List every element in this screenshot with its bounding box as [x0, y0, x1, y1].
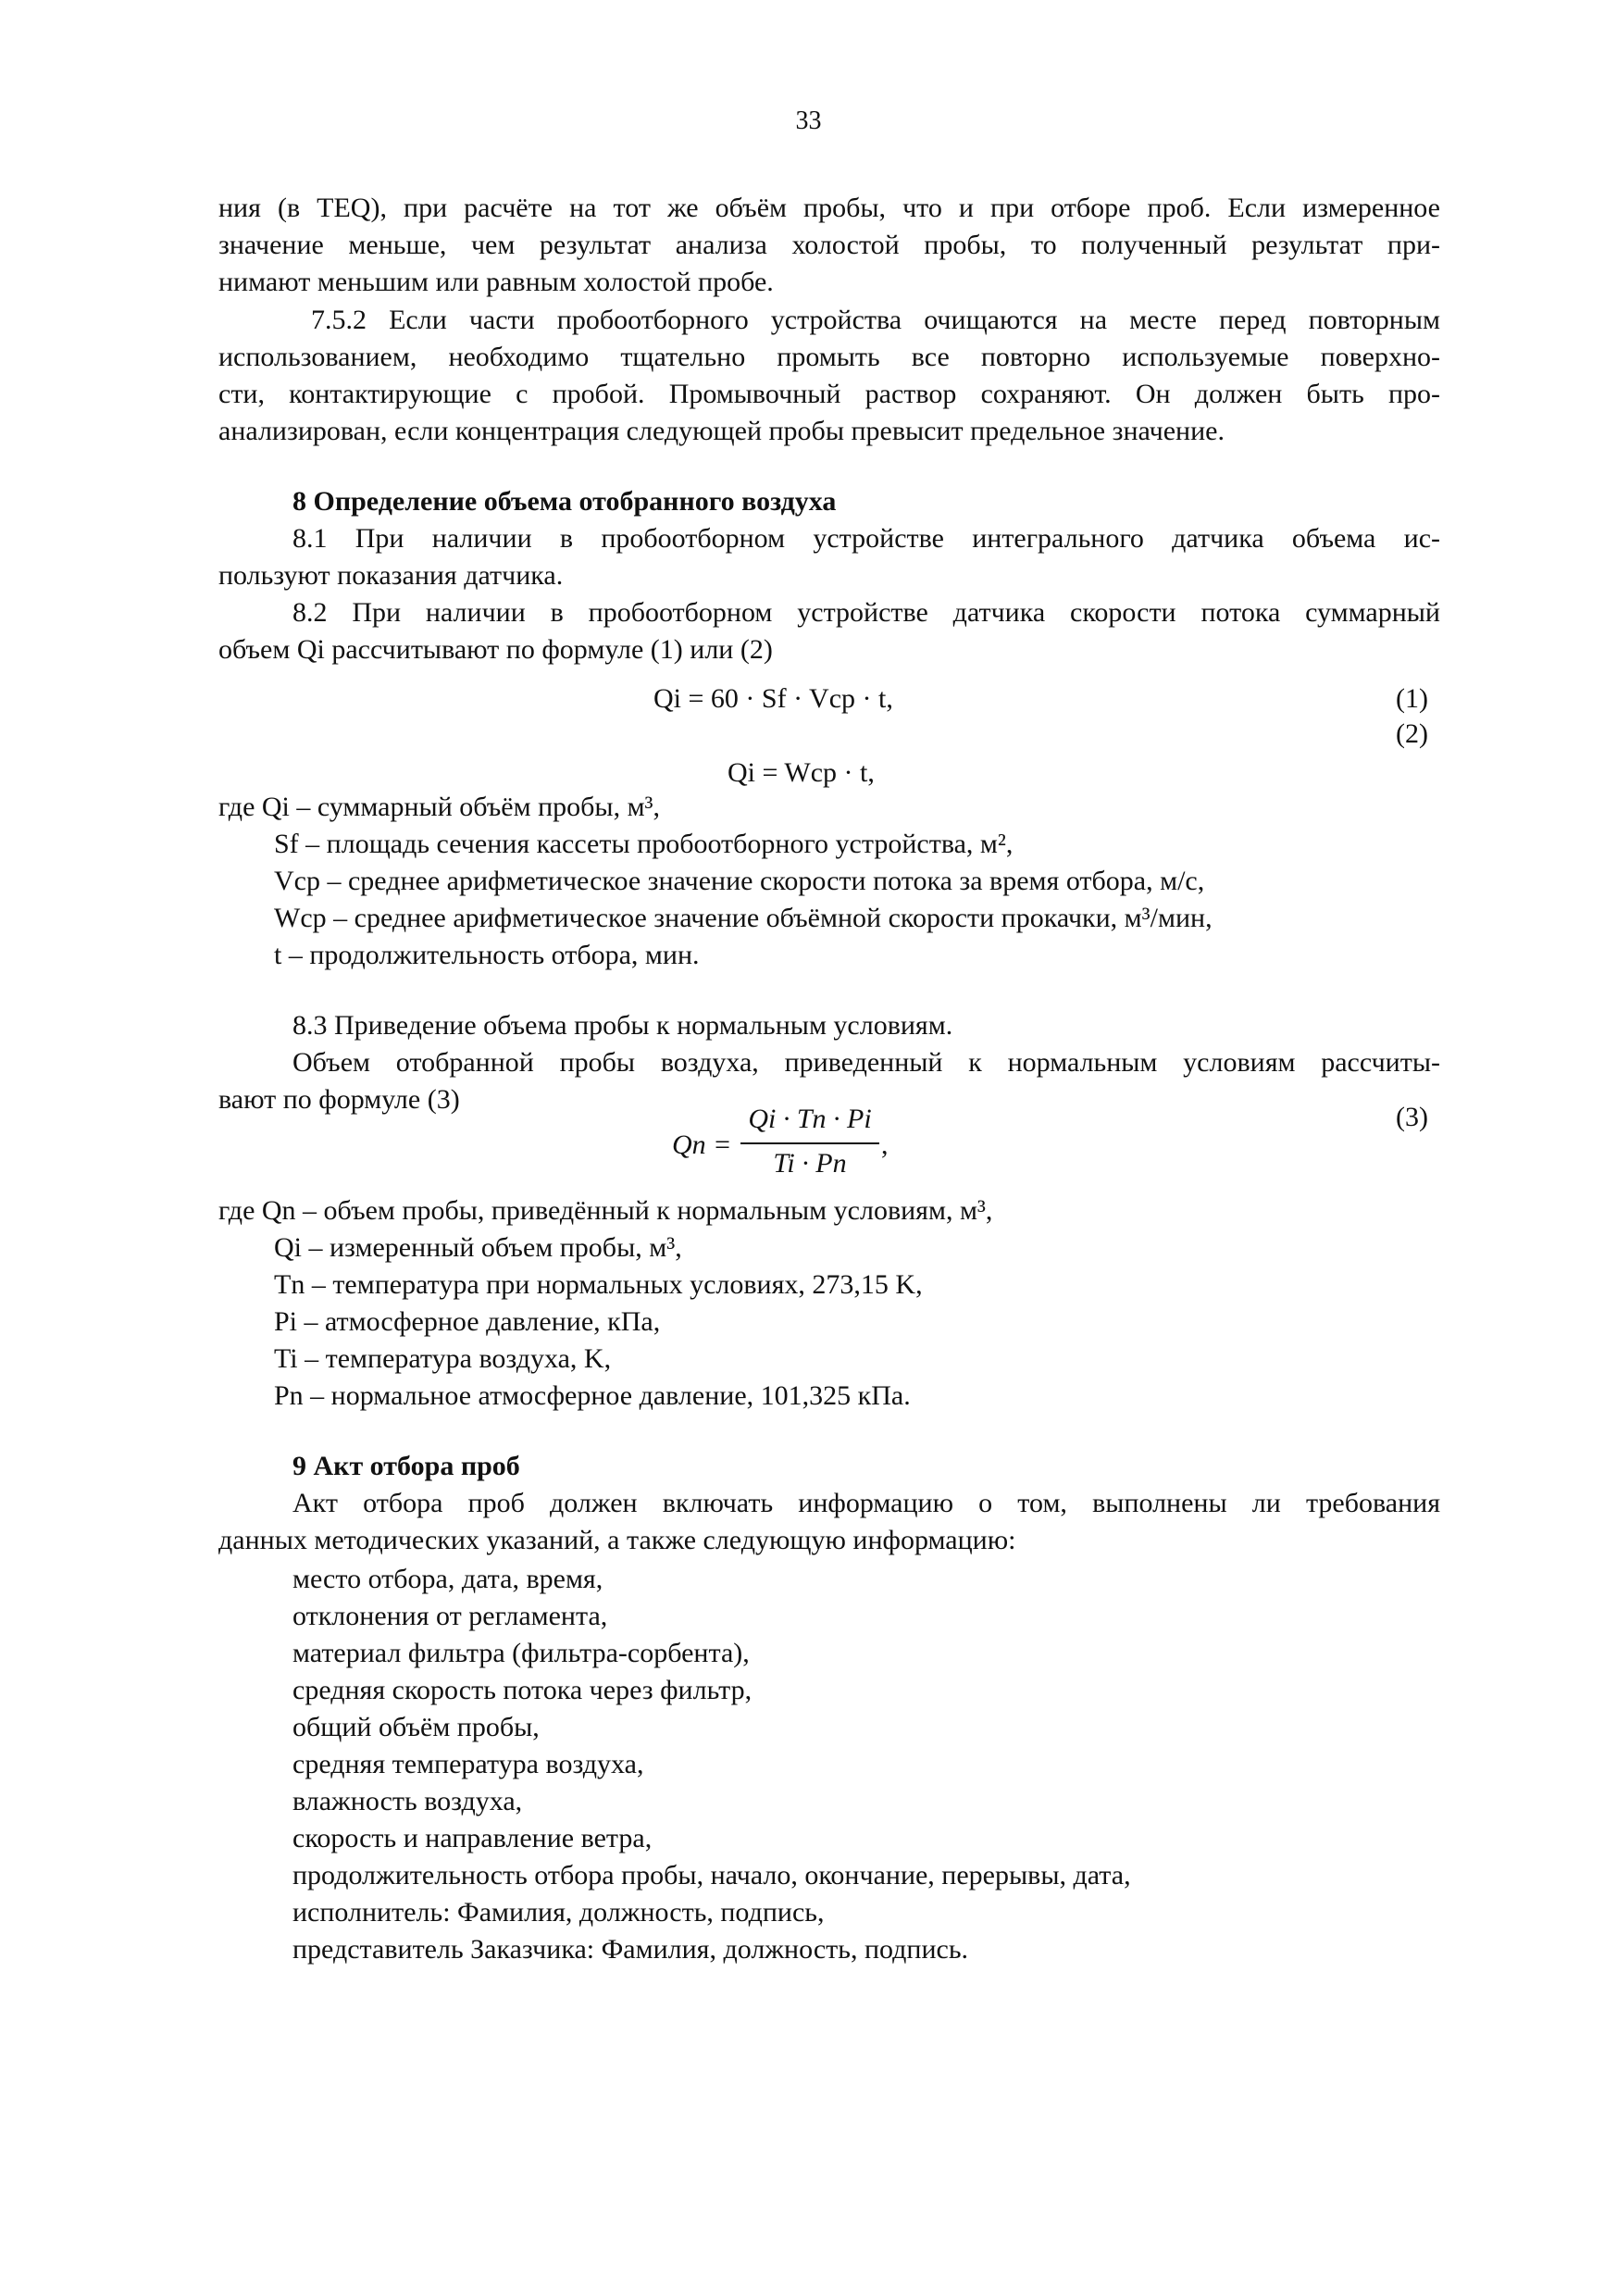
definition-line: Sf – площадь сечения кассеты пробоотборного устройства, м²,: [274, 829, 1014, 859]
list-item: представитель Заказчика: Фамилия, должность, подпись.: [292, 1934, 969, 1965]
paragraph-line: Акт отбора проб должен включать информацию о том, выполнены ли требования: [292, 1488, 1440, 1518]
formula-3-comma: ,: [881, 1129, 889, 1160]
paragraph-line: значение меньше, чем результат анализа холостой пробы, то полученный результат при-: [218, 230, 1440, 260]
definition-line: Pi – атмосферное давление, кПа,: [274, 1306, 661, 1337]
list-item: место отбора, дата, время,: [292, 1564, 603, 1594]
page-number: 33: [795, 106, 822, 135]
paragraph-line: сти, контактирующие с пробой. Промывочный раствор сохраняют. Он должен быть про-: [218, 379, 1440, 409]
paragraph-line: анализирован, если концентрация следующей пробы превысит предельное значение.: [218, 416, 1225, 446]
paragraph-line: ния (в TEQ), при расчёте на тот же объём пробы, что и при отборе проб. Если измеренное: [218, 193, 1440, 223]
list-item: скорость и направление ветра,: [292, 1823, 653, 1853]
equation-number-3: (3): [1396, 1102, 1428, 1132]
definition-line: Ti – температура воздуха, K,: [274, 1343, 612, 1374]
section-heading: 8 Определение объема отобранного воздуха: [292, 486, 837, 517]
paragraph-line: объем Qi рассчитывают по формуле (1) или (2): [218, 634, 773, 665]
list-item: средняя скорость потока через фильтр,: [292, 1675, 753, 1705]
definition-line: Pn – нормальное атмосферное давление, 101,325 кПа.: [274, 1380, 911, 1411]
formula-1: Qi = 60 · Sf · Vср · t,: [653, 683, 893, 714]
formula-3-denominator: Ti · Pn: [773, 1148, 847, 1179]
definition-line: Qi – измеренный объем пробы, м³,: [274, 1232, 682, 1263]
list-item: общий объём пробы,: [292, 1712, 540, 1742]
paragraph-line: использованием, необходимо тщательно промыть все повторно используемые поверхно-: [218, 342, 1440, 372]
paragraph-line: нимают меньшим или равным холостой пробе.: [218, 267, 774, 297]
section-heading: 9 Акт отбора проб: [292, 1451, 520, 1481]
paragraph-line: Объем отобранной пробы воздуха, приведенный к нормальным условиям рассчиты-: [292, 1047, 1440, 1078]
list-item: продолжительность отбора пробы, начало, окончание, перерывы, дата,: [292, 1860, 1131, 1890]
definition-line: Tn – температура при нормальных условиях, 273,15 K,: [274, 1269, 923, 1300]
definition-line: Wср – среднее арифметическое значение объёмной скорости прокачки, м³/мин,: [274, 903, 1213, 933]
paragraph-line: вают по формуле (3): [218, 1084, 460, 1115]
formula-3-numerator: Qi · Tn · Pi: [748, 1104, 872, 1134]
formula-3-lhs: Qn =: [672, 1129, 732, 1160]
list-item: средняя температура воздуха,: [292, 1749, 644, 1779]
definition-line: t – продолжительность отбора, мин.: [274, 940, 700, 970]
paragraph-line: данных методических указаний, а также следующую информацию:: [218, 1525, 1016, 1555]
paragraph-line: пользуют показания датчика.: [218, 560, 564, 591]
equation-number-1: (1): [1396, 683, 1428, 714]
paragraph-line: 8.2 При наличии в пробоотборном устройстве датчика скорости потока суммарный: [292, 597, 1440, 628]
list-item: влажность воздуха,: [292, 1786, 523, 1816]
paragraph-line: 8.1 При наличии в пробоотборном устройстве интегрального датчика объема ис-: [292, 523, 1440, 554]
formula-2: Qi = Wср · t,: [728, 757, 875, 788]
equation-number-2: (2): [1396, 718, 1428, 749]
fraction-bar: [740, 1142, 879, 1144]
list-item: отклонения от регламента,: [292, 1601, 608, 1631]
paragraph-line: 8.3 Приведение объема пробы к нормальным условиям.: [292, 1010, 953, 1041]
definition-line: где Qn – объем пробы, приведённый к нормальным условиям, м³,: [218, 1195, 993, 1226]
definition-line: где Qi – суммарный объём пробы, м³,: [218, 792, 661, 822]
paragraph-line: 7.5.2 Если части пробоотборного устройства очищаются на месте перед повторным: [311, 305, 1440, 335]
definition-line: Vср – среднее арифметическое значение скорости потока за время отбора, м/с,: [274, 866, 1205, 896]
list-item: исполнитель: Фамилия, должность, подпись,: [292, 1897, 825, 1928]
list-item: материал фильтра (фильтра-сорбента),: [292, 1638, 750, 1668]
